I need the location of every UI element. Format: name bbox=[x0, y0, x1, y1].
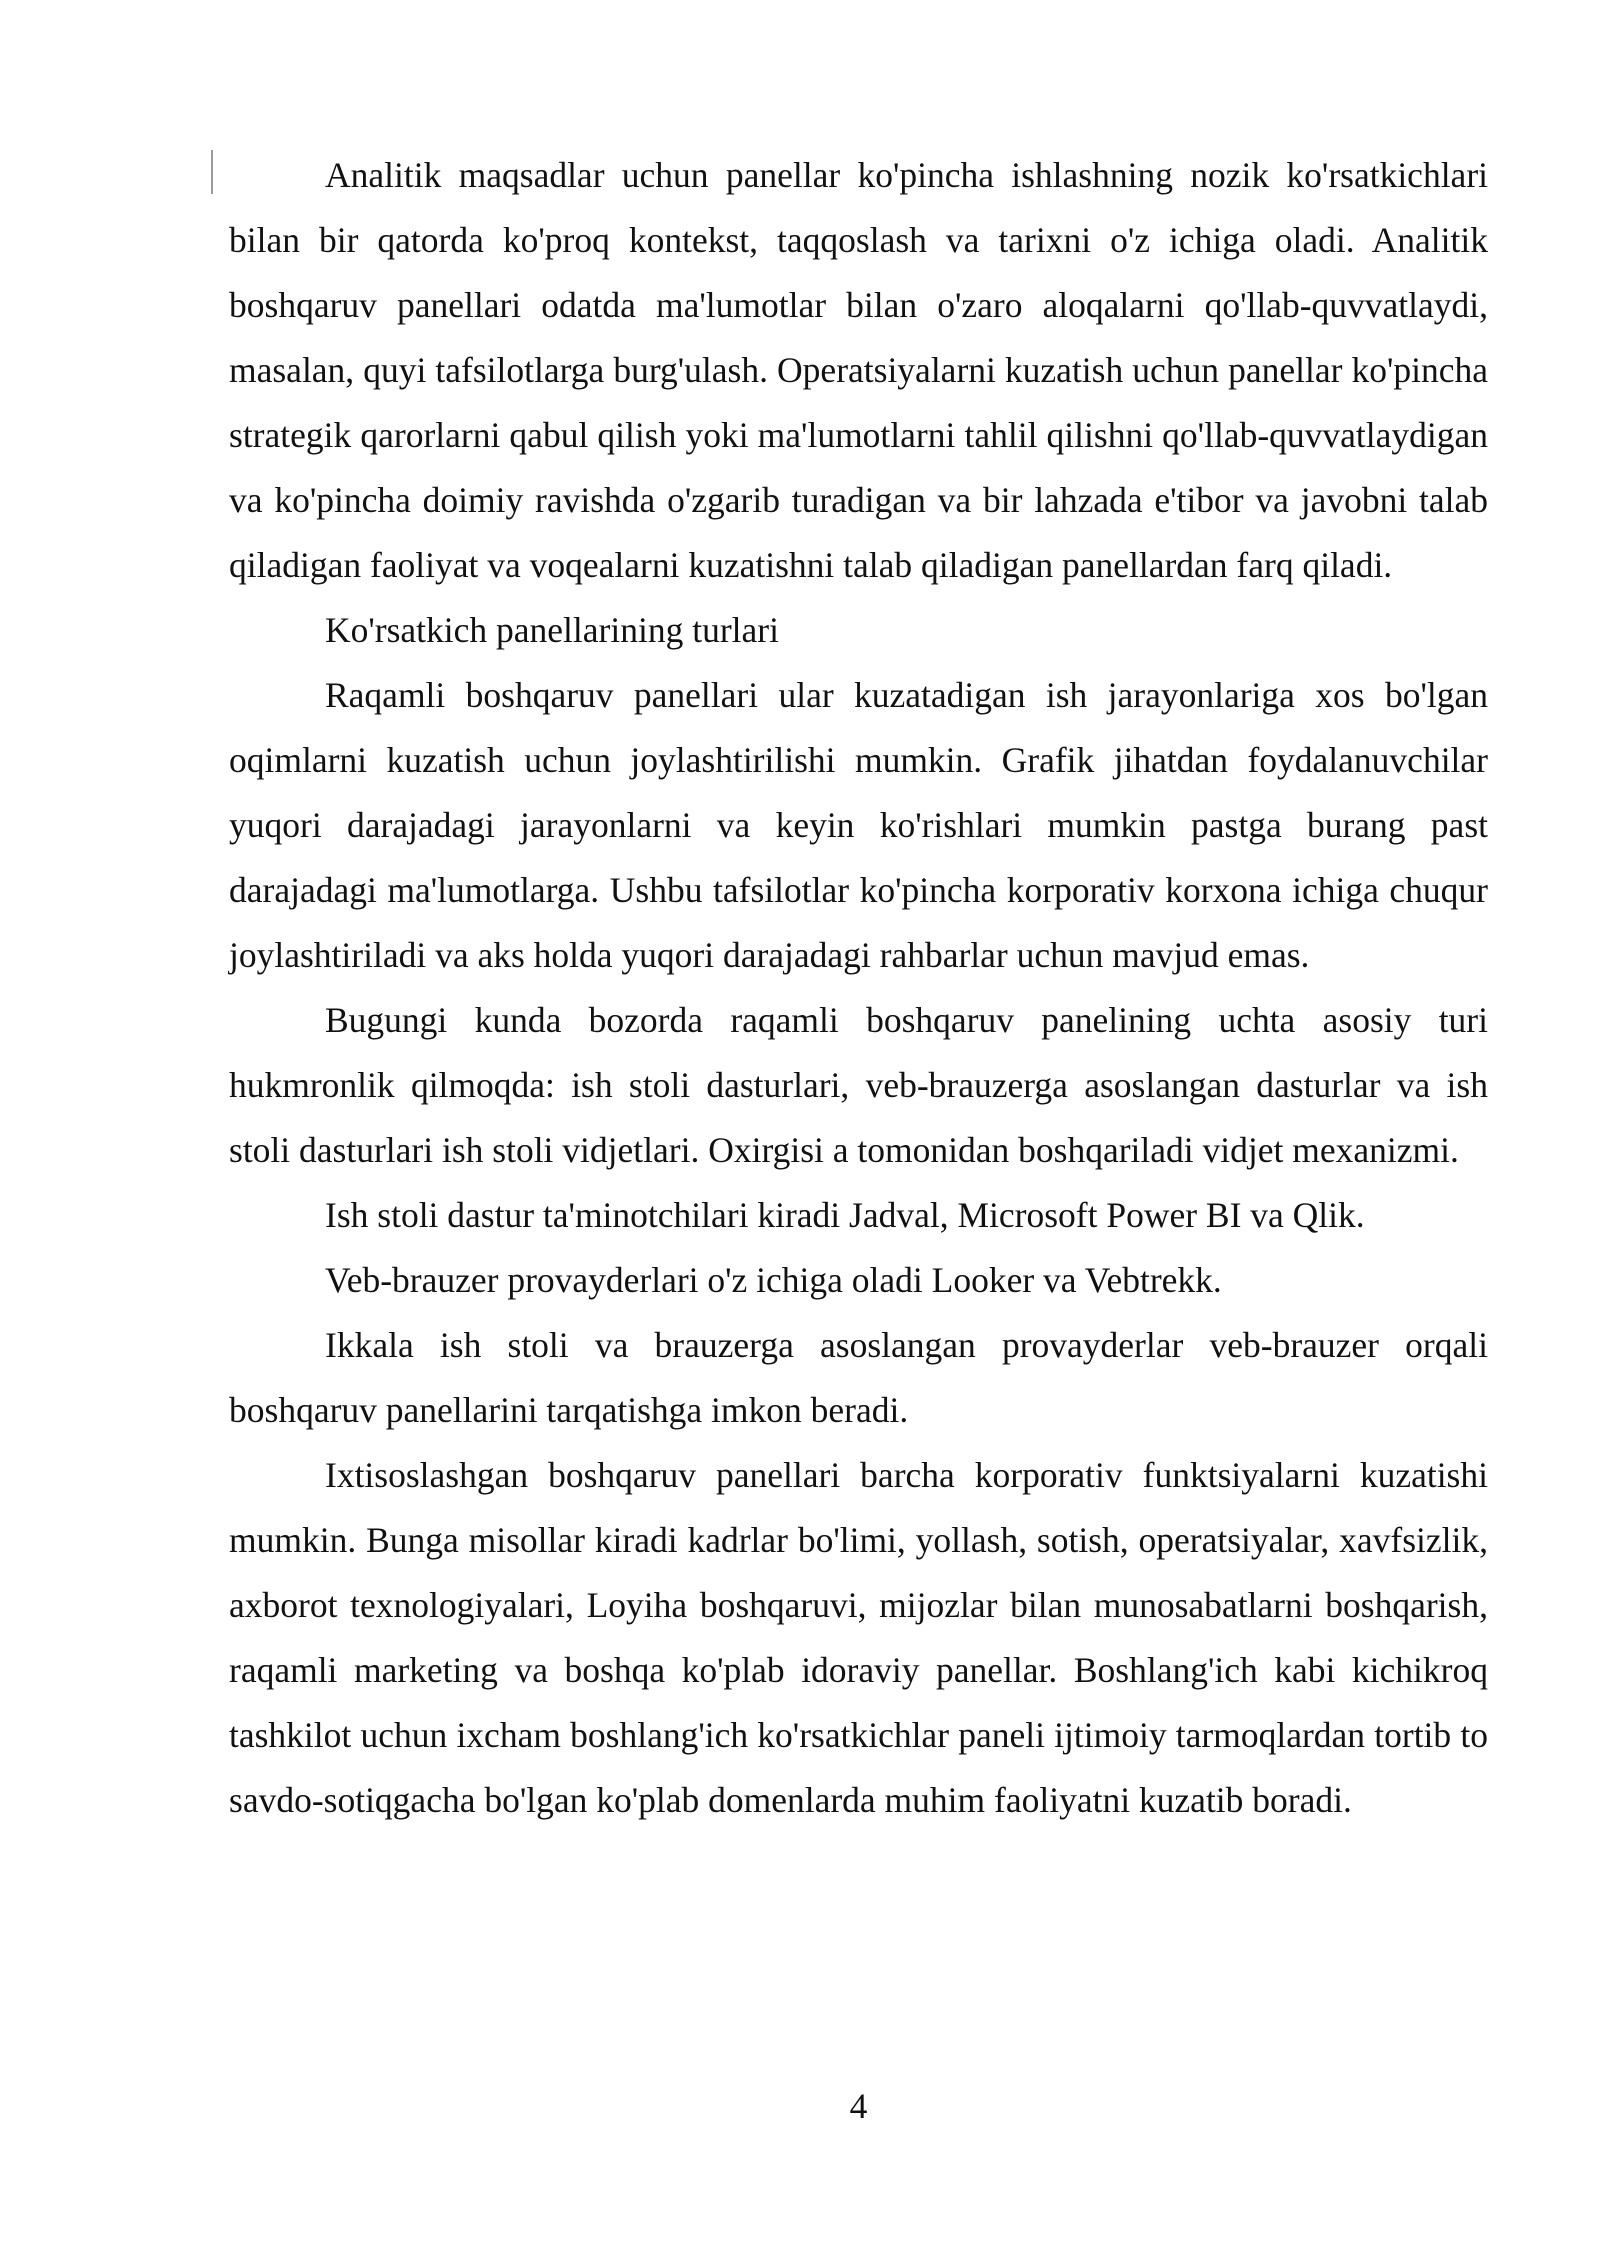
page-number: 4 bbox=[849, 2086, 868, 2126]
paragraph-specialized-dashboards: Ixtisoslashgan boshqaruv panellari barcha korporativ funktsiyalarni kuzatishi mumkin. Bunga misollar kiradi kadrlar bo'limi, yollash, sotish, operatsiyalar, xavfsizlik, axborot texnologiyalari, Loyiha boshqaruvi, mijozlar bilan munosabatlarni boshqarish, raqamli marketing va boshqa ko'plab idoraviy panellar. Boshlang'ich kabi kichikroq tashkilot uchun ixcham boshlang'ich ko'rsatkichlar paneli ijtimoiy tarmoqlardan tortib to savdo-sotiqgacha bo'lgan ko'plab domenlarda muhim faoliyatni kuzatib boradi. bbox=[229, 1455, 1488, 1820]
paragraph-analytic-dashboards: Analitik maqsadlar uchun panellar ko'pincha ishlashning nozik ko'rsatkichlari bilan bir qatorda ko'proq kontekst, taqqoslash va tarixni o'z ichiga oladi. Analitik boshqaruv panellari odatda ma'lumotlar bilan o'zaro aloqalarni qo'llab-quvvatlaydi, masalan, quyi tafsilotlarga burg'ulash. Operatsiyalarni kuzatish uchun panellar ko'pincha strategik qarorlarni qabul qilish yoki ma'lumotlarni tahlil qilishni qo'llab-quvvatlaydigan va ko'pincha doimiy ravishda o'zgarib turadigan va bir lahzada e'tibor va javobni talab qiladigan faoliyat va voqealarni kuzatishni talab qiladigan panellardan farq qiladi. bbox=[229, 155, 1488, 585]
paragraph-digital-dashboards: Raqamli boshqaruv panellari ular kuzatadigan ish jarayonlariga xos bo'lgan oqimlarni kuzatish uchun joylashtirilishi mumkin. Grafik jihatdan foydalanuvchilar yuqori darajadagi jarayonlarni va keyin ko'rishlari mumkin pastga burang past darajadagi ma'lumotlarga. Ushbu tafsilotlar ko'pincha korporativ korxona ichiga chuqur joylashtiriladi va aks holda yuqori darajadagi rahbarlar uchun mavjud emas. bbox=[229, 675, 1488, 975]
section-heading-dashboard-types: Ko'rsatkich panellarining turlari bbox=[325, 610, 779, 650]
paragraph-both-providers: Ikkala ish stoli va brauzerga asoslangan provayderlar veb-brauzer orqali boshqaruv panellarini tarqatishga imkon beradi. bbox=[229, 1325, 1488, 1430]
document-body bbox=[229, 143, 1488, 1833]
paragraph-desktop-vendors: Ish stoli dastur ta'minotchilari kiradi Jadval, Microsoft Power BI va Qlik. bbox=[325, 1195, 1365, 1235]
paragraph-web-vendors: Veb-brauzer provayderlari o'z ichiga oladi Looker va Vebtrekk. bbox=[325, 1260, 1222, 1300]
text-cursor bbox=[211, 150, 213, 194]
paragraph-three-main-types: Bugungi kunda bozorda raqamli boshqaruv panelining uchta asosiy turi hukmronlik qilmoqda: ish stoli dasturlari, veb-brauzerga asoslangan dasturlar va ish stoli dasturlari ish stoli vidjetlari. Oxirgisi a tomonidan boshqariladi vidjet mexanizmi. bbox=[229, 1000, 1488, 1170]
